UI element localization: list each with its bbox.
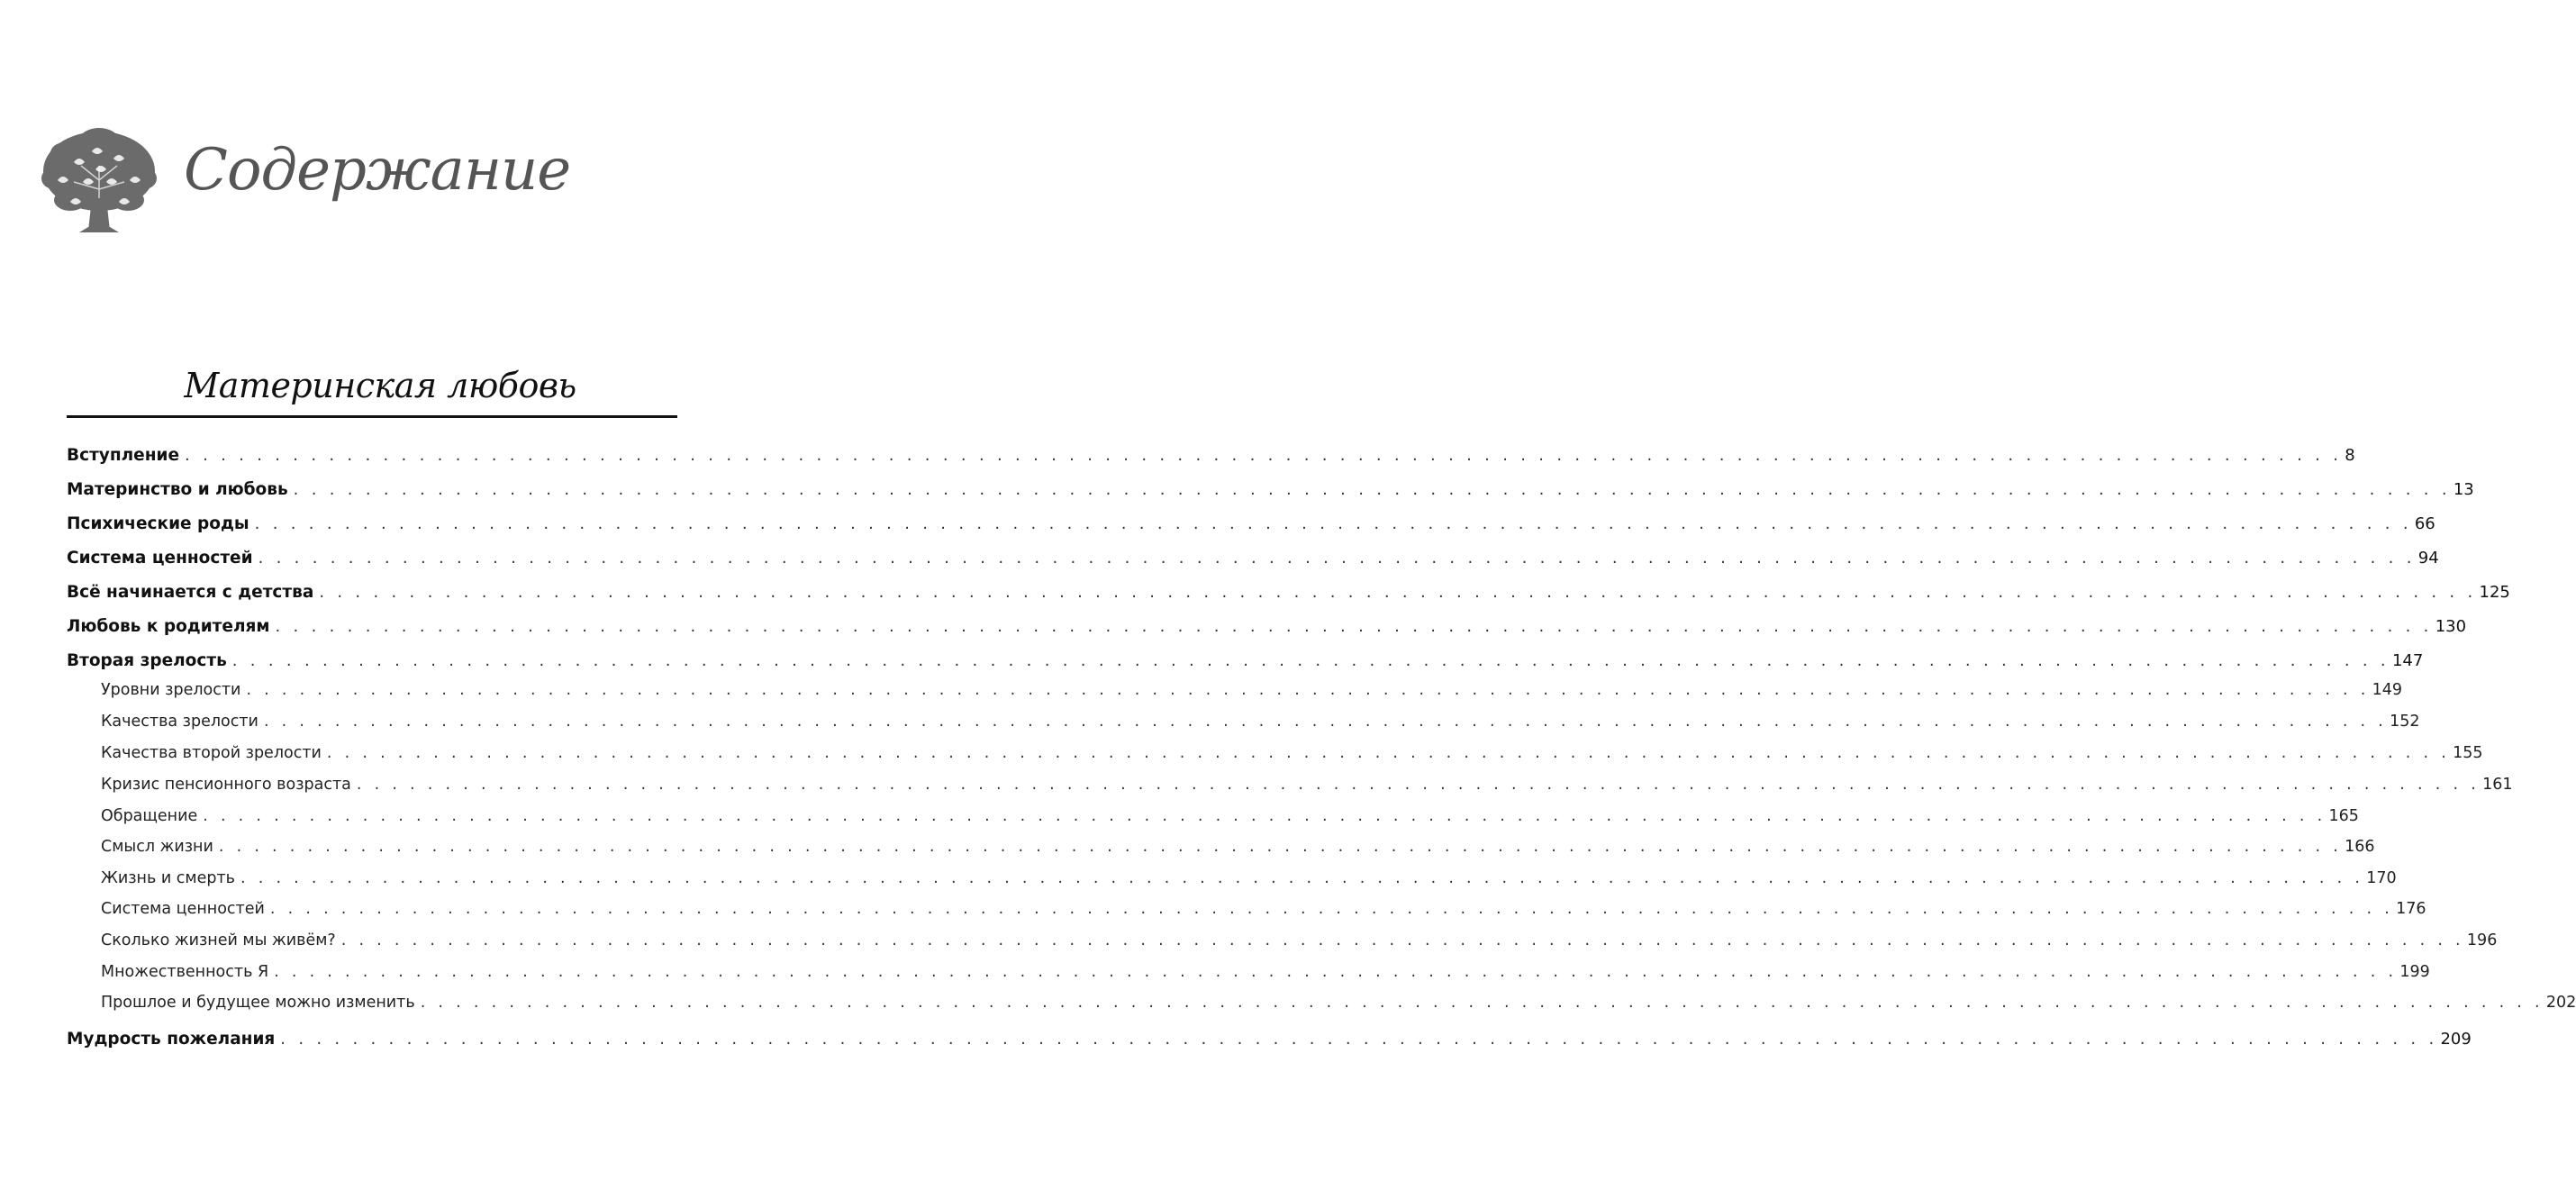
tree-icon xyxy=(38,126,160,232)
toc-entry-title: Вторая зрелость xyxy=(67,651,227,670)
toc-entry-title: Система ценностей xyxy=(67,549,253,568)
toc-page-number: 130 xyxy=(2435,617,2467,636)
toc-entry[interactable] xyxy=(101,926,2498,955)
toc-leader-dots: . . . . . . . . . . . . . . . . . . . . . . . . . . . . . . . . . . . . . . . . . . . . . . . . . . . . . . . . . . . . . . . . . . . . . . . . . . . . . . . . . . . . . . . . . . . . . . . . . . . . . . . . . . . . . . . . . . . . . . . . xyxy=(246,681,2370,699)
toc-leader-dots: . . . . . . . . . . . . . . . . . . . . . . . . . . . . . . . . . . . . . . . . . . . . . . . . . . . . . . . . . . . . . . . . . . . . . . . . . . . . . . . . . . . . . . . . . . . . . . . . . . . . . . . . . . . . . . . . . . . . . . . . xyxy=(275,617,2433,636)
page-title: Содержание xyxy=(184,137,571,204)
toc-leader-dots: . . . . . . . . . . . . . . . . . . . . . . . . . . . . . . . . . . . . . . . . . . . . . . . . . . . . . . . . . . . . . . . . . . . . . . . . . . . . . . . . . . . . . . . . . . . . . . . . . . . . . . . . . . . . . . . . . . . . . . . . xyxy=(258,549,2416,568)
toc-page-number: 155 xyxy=(2453,744,2483,762)
toc-entry-title: Сколько жизней мы живём? xyxy=(101,931,336,949)
toc-entry[interactable] xyxy=(101,707,2420,736)
toc-leader-dots: . . . . . . . . . . . . . . . . . . . . . . . . . . . . . . . . . . . . . . . . . . . . . . . . . . . . . . . . . . . . . . . . . . . . . . . . . . . . . . . . . . . . . . . . . . . . . . . . . . . . . . . . . . . . . . . . . . . . . . . . xyxy=(203,807,2327,825)
section-title: Материнская любовь xyxy=(184,366,576,405)
toc-page-number: 66 xyxy=(2414,514,2435,533)
toc-entry[interactable] xyxy=(67,578,2510,607)
toc-leader-dots: . . . . . . . . . . . . . . . . . . . . . . . . . . . . . . . . . . . . . . . . . . . . . . . . . . . . . . . . . . . . . . . . . . . . . . . . . . . . . . . . . . . . . . . . . . . . . . . . . . . . . . . . . . . . . . . . . . . . . . . . xyxy=(269,900,2394,918)
toc-entry[interactable] xyxy=(101,832,2375,861)
toc-entry-title: Качества второй зрелости xyxy=(101,744,322,762)
toc-entry-title: Материнство и любовь xyxy=(67,480,288,499)
toc-entry[interactable] xyxy=(101,988,2576,1017)
toc-page-number: 199 xyxy=(2399,963,2430,981)
toc-entry-title: Психические роды xyxy=(67,514,249,533)
toc-page-number: 152 xyxy=(2390,713,2420,731)
toc-entry-title: Обращение xyxy=(101,807,198,825)
toc-entry[interactable] xyxy=(101,770,2513,799)
toc-entry[interactable] xyxy=(101,802,2359,831)
section-divider xyxy=(67,415,677,418)
toc-page-number: 161 xyxy=(2482,776,2513,794)
toc-page-number: 196 xyxy=(2466,931,2498,949)
toc-page-number: 166 xyxy=(2345,838,2375,856)
toc-entry-title: Смысл жизни xyxy=(101,838,213,856)
toc-entry-title: Кризис пенсионного возраста xyxy=(101,776,351,794)
toc-page-number: 202 xyxy=(2545,994,2576,1012)
toc-entry[interactable] xyxy=(101,676,2403,704)
toc-leader-dots: . . . . . . . . . . . . . . . . . . . . . . . . . . . . . . . . . . . . . . . . . . . . . . . . . . . . . . . . . . . . . . . . . . . . . . . . . . . . . . . . . . . . . . . . . . . . . . . . . . . . . . . . . . . . . . . . . . . . . . . . xyxy=(274,963,2398,981)
toc-leader-dots: . . . . . . . . . . . . . . . . . . . . . . . . . . . . . . . . . . . . . . . . . . . . . . . . . . . . . . . . . . . . . . . . . . . . . . . . . . . . . . . . . . . . . . . . . . . . . . . . . . . . . . . . . . . . . . . . . . . . . . . . xyxy=(254,514,2412,533)
toc-entry[interactable] xyxy=(67,510,2435,539)
toc-entry-title: Вступление xyxy=(67,446,180,465)
toc-page-number: 209 xyxy=(2440,1030,2472,1049)
toc-entry-title: Мудрость пожелания xyxy=(67,1030,276,1049)
toc-page-number: 8 xyxy=(2345,446,2355,465)
toc-entry[interactable] xyxy=(67,1025,2472,1054)
toc-leader-dots: . . . . . . . . . . . . . . . . . . . . . . . . . . . . . . . . . . . . . . . . . . . . . . . . . . . . . . . . . . . . . . . . . . . . . . . . . . . . . . . . . . . . . . . . . . . . . . . . . . . . . . . . . . . . . . . . . . . . . . . . xyxy=(293,480,2451,499)
toc-entry[interactable] xyxy=(101,864,2397,893)
page-header xyxy=(34,126,665,234)
toc-leader-dots: . . . . . . . . . . . . . . . . . . . . . . . . . . . . . . . . . . . . . . . . . . . . . . . . . . . . . . . . . . . . . . . . . . . . . . . . . . . . . . . . . . . . . . . . . . . . . . . . . . . . . . . . . . . . . . . . . . . . . . . . xyxy=(420,994,2544,1012)
toc-page-number: 176 xyxy=(2396,900,2426,918)
toc-entry[interactable] xyxy=(67,476,2474,504)
toc-leader-dots: . . . . . . . . . . . . . . . . . . . . . . . . . . . . . . . . . . . . . . . . . . . . . . . . . . . . . . . . . . . . . . . . . . . . . . . . . . . . . . . . . . . . . . . . . . . . . . . . . . . . . . . . . . . . . . . . . . . . . . . . xyxy=(319,583,2477,602)
toc-leader-dots: . . . . . . . . . . . . . . . . . . . . . . . . . . . . . . . . . . . . . . . . . . . . . . . . . . . . . . . . . . . . . . . . . . . . . . . . . . . . . . . . . . . . . . . . . . . . . . . . . . . . . . . . . . . . . . . . . . . . . . . . xyxy=(263,713,2388,731)
toc-entry-title: Система ценностей xyxy=(101,900,265,918)
toc-entry-title: Множественность Я xyxy=(101,963,269,981)
toc-leader-dots: . . . . . . . . . . . . . . . . . . . . . . . . . . . . . . . . . . . . . . . . . . . . . . . . . . . . . . . . . . . . . . . . . . . . . . . . . . . . . . . . . . . . . . . . . . . . . . . . . . . . . . . . . . . . . . . . . . . . . . . . xyxy=(356,776,2481,794)
toc-entry[interactable] xyxy=(67,647,2424,676)
toc-entry-title: Жизнь и смерть xyxy=(101,869,235,887)
toc-page-number: 147 xyxy=(2391,651,2424,670)
toc-entry-title: Качества зрелости xyxy=(101,713,259,731)
toc-page-number: 94 xyxy=(2417,549,2439,568)
toc-leader-dots: . . . . . . . . . . . . . . . . . . . . . . . . . . . . . . . . . . . . . . . . . . . . . . . . . . . . . . . . . . . . . . . . . . . . . . . . . . . . . . . . . . . . . . . . . . . . . . . . . . . . . . . . . . . . . . . . . . . . . . . . xyxy=(240,869,2364,887)
toc-entry[interactable] xyxy=(67,613,2467,641)
toc-page-number: 165 xyxy=(2328,807,2359,825)
toc-page-number: 13 xyxy=(2453,480,2474,499)
toc-entry[interactable] xyxy=(67,441,2355,470)
toc-entry[interactable] xyxy=(101,895,2426,923)
toc-leader-dots: . . . . . . . . . . . . . . . . . . . . . . . . . . . . . . . . . . . . . . . . . . . . . . . . . . . . . . . . . . . . . . . . . . . . . . . . . . . . . . . . . . . . . . . . . . . . . . . . . . . . . . . . . . . . . . . . . . . . . . . . xyxy=(340,931,2464,949)
toc-entry[interactable] xyxy=(67,544,2439,573)
toc-entry-title: Всё начинается с детства xyxy=(67,583,314,602)
toc-leader-dots: . . . . . . . . . . . . . . . . . . . . . . . . . . . . . . . . . . . . . . . . . . . . . . . . . . . . . . . . . . . . . . . . . . . . . . . . . . . . . . . . . . . . . . . . . . . . . . . . . . . . . . . . . . . . . . . . . . . . . . . . xyxy=(218,838,2343,856)
toc-entry[interactable] xyxy=(101,958,2430,986)
toc-entry-title: Любовь к родителям xyxy=(67,617,270,636)
toc-leader-dots: . . . . . . . . . . . . . . . . . . . . . . . . . . . . . . . . . . . . . . . . . . . . . . . . . . . . . . . . . . . . . . . . . . . . . . . . . . . . . . . . . . . . . . . . . . . . . . . . . . . . . . . . . . . . . . . . . . . . . . . . xyxy=(326,744,2451,762)
toc-page-number: 125 xyxy=(2479,583,2510,602)
toc-leader-dots: . . . . . . . . . . . . . . . . . . . . . . . . . . . . . . . . . . . . . . . . . . . . . . . . . . . . . . . . . . . . . . . . . . . . . . . . . . . . . . . . . . . . . . . . . . . . . . . . . . . . . . . . . . . . . . . . . . . . . . . . xyxy=(185,446,2343,465)
toc-entry-title: Прошлое и будущее можно изменить xyxy=(101,994,415,1012)
toc-leader-dots: . . . . . . . . . . . . . . . . . . . . . . . . . . . . . . . . . . . . . . . . . . . . . . . . . . . . . . . . . . . . . . . . . . . . . . . . . . . . . . . . . . . . . . . . . . . . . . . . . . . . . . . . . . . . . . . . . . . . . . . . xyxy=(280,1030,2438,1049)
toc-entry-title: Уровни зрелости xyxy=(101,681,241,699)
toc-page-number: 170 xyxy=(2366,869,2397,887)
toc-leader-dots: . . . . . . . . . . . . . . . . . . . . . . . . . . . . . . . . . . . . . . . . . . . . . . . . . . . . . . . . . . . . . . . . . . . . . . . . . . . . . . . . . . . . . . . . . . . . . . . . . . . . . . . . . . . . . . . . . . . . . . . . xyxy=(231,651,2390,670)
toc-page-number: 149 xyxy=(2372,681,2403,699)
toc-entry[interactable] xyxy=(101,739,2483,768)
